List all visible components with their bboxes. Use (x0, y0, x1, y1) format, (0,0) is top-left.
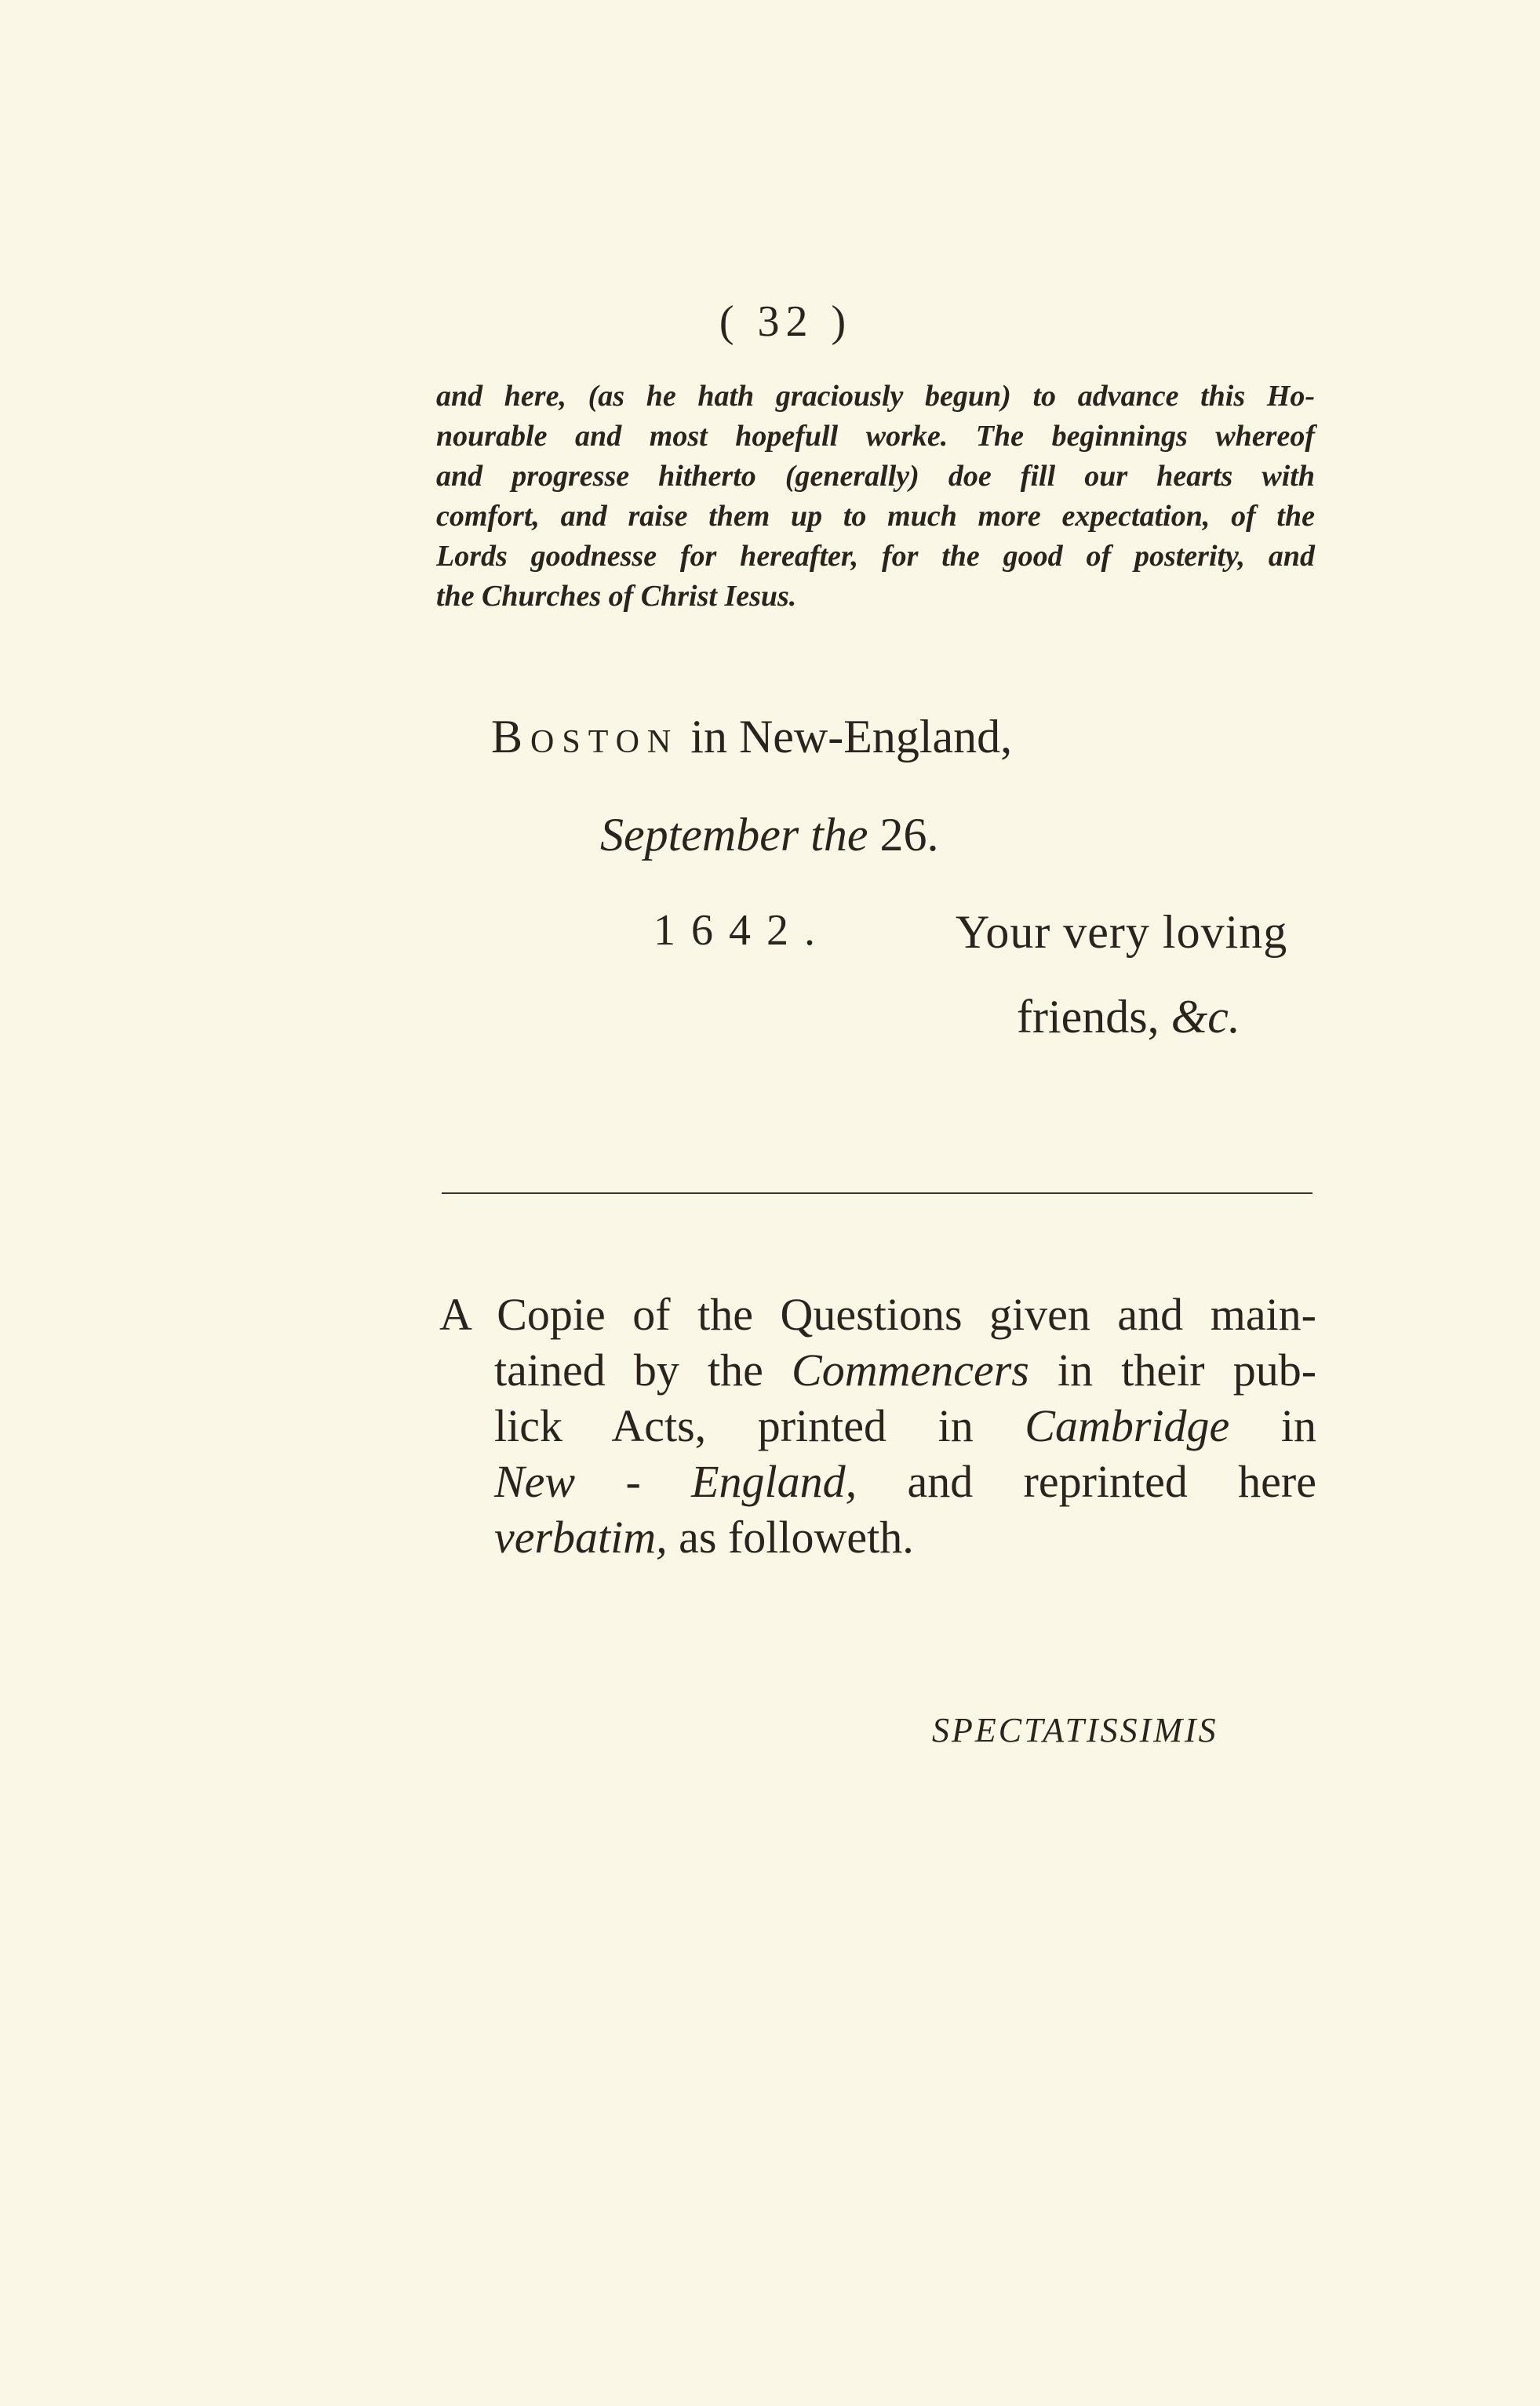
paragraph-line: Lords goodnesse for hereafter, for the good of posterity, and (436, 540, 1315, 573)
text-run-italic: verbatim, (494, 1512, 668, 1563)
italic-paragraph (436, 377, 1315, 617)
closing-etc: &c. (1170, 991, 1240, 1043)
paragraph-line (439, 1454, 1316, 1509)
page-number: ( 32 ) (719, 297, 853, 346)
place-rest: in New-England, (679, 711, 1013, 763)
paragraph-line: and here, (as he hath graciously begun) to advance this Ho- (436, 380, 1315, 413)
text-run: in their pub- (1028, 1345, 1317, 1396)
text-run: lick Acts, printed in (494, 1400, 1025, 1451)
date-day: 26. (879, 809, 939, 861)
date-line (600, 808, 939, 862)
paragraph-line (439, 1342, 1316, 1398)
closing-friends: friends, (1017, 991, 1171, 1043)
text-run-italic: Cambridge (1025, 1400, 1230, 1451)
paragraph-line (439, 1509, 1316, 1565)
paragraph-line (439, 1398, 1316, 1454)
catchword: SPECTATISSIMIS (932, 1711, 1218, 1749)
place-line (491, 710, 1012, 764)
text-run-italic: Commencers (792, 1345, 1029, 1396)
paragraph-line: the Churches of Christ Iesus. (436, 580, 797, 613)
year: 1642. (653, 906, 831, 955)
date-month: September the (600, 809, 880, 861)
copie-paragraph (439, 1287, 1316, 1565)
closing-line-2 (1017, 990, 1240, 1044)
text-run-italic: New - England, (494, 1456, 857, 1507)
paragraph-line: comfort, and raise them up to much more expectation, of the (436, 500, 1315, 533)
paragraph-line: nourable and most hopefull worke. The beginnings whereof (436, 420, 1315, 453)
text-run: as followeth. (667, 1512, 914, 1563)
text-run: in (1229, 1400, 1316, 1451)
paragraph-line: A Copie of the Questions given and main- (439, 1289, 1316, 1340)
text-run: tained by the (494, 1345, 792, 1396)
horizontal-rule (442, 1192, 1312, 1194)
city-name: Boston (491, 711, 679, 763)
paragraph-line: and progresse hitherto (generally) doe fill our hearts with (436, 460, 1315, 493)
closing-line-1: Your very loving (956, 906, 1288, 958)
text-run: and reprinted here (857, 1456, 1316, 1507)
